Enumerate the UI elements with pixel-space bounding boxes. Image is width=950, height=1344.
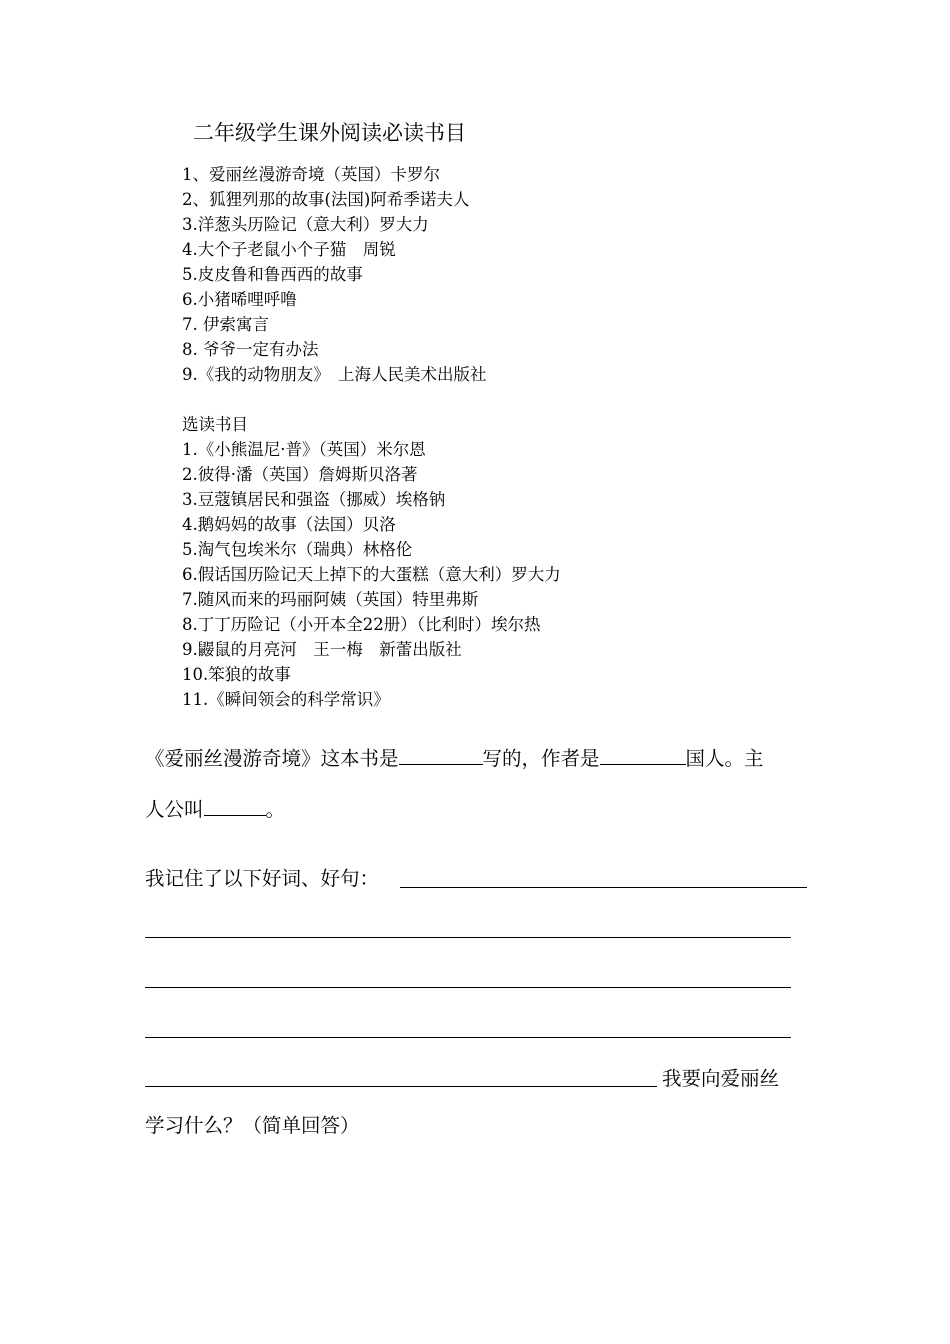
list-item: 3.豆蔻镇居民和强盗（挪威）埃格钠 — [182, 490, 446, 509]
required-book-list — [182, 162, 487, 387]
list-item: 6.假话国历险记天上掉下的大蛋糕（意大利）罗大力 — [182, 565, 561, 584]
list-item: 1、爱丽丝漫游奇境（英国）卡罗尔 — [182, 165, 440, 184]
question-1-line-2 — [145, 793, 285, 825]
list-item: 4.鹅妈妈的故事（法国）贝洛 — [182, 515, 396, 534]
question-1-text-b: 写的，作者是 — [482, 747, 600, 770]
list-item: 1.《小熊温尼·普》（英国）米尔恩 — [182, 440, 426, 459]
answer-line[interactable] — [145, 937, 791, 938]
nationality-blank[interactable] — [600, 742, 686, 765]
list-item: 3.洋葱头历险记（意大利）罗大力 — [182, 215, 429, 234]
optional-book-list — [182, 437, 561, 712]
protagonist-blank[interactable] — [204, 793, 266, 816]
question-1-text-c: 国人。主 — [685, 747, 764, 770]
question-1-text-a: 《爱丽丝漫游奇境》这本书是 — [145, 747, 399, 770]
answer-line[interactable] — [145, 987, 791, 988]
list-item: 2.彼得·潘（英国）詹姆斯贝洛著 — [182, 465, 418, 484]
answer-line[interactable] — [145, 1037, 791, 1038]
list-item: 4.大个子老鼠小个子猫 周锐 — [182, 240, 396, 259]
list-item: 8. 爷爷一定有办法 — [182, 340, 319, 359]
question-1-text-e: 。 — [265, 798, 286, 821]
optional-section-heading: 选读书目 — [182, 415, 248, 434]
list-item: 2、狐狸列那的故事(法国)阿希季诺夫人 — [182, 190, 470, 209]
question-1-line-1 — [145, 742, 764, 774]
question-2-label: 我记住了以下好词、好句： — [145, 867, 380, 890]
list-item: 5.皮皮鲁和鲁西西的故事 — [182, 265, 363, 284]
page-title: 二年级学生课外阅读必读书目 — [193, 121, 466, 145]
answer-line[interactable] — [145, 1086, 657, 1087]
list-item: 9.鼹鼠的月亮河 王一梅 新蕾出版社 — [182, 640, 462, 659]
question-1-text-d: 人公叫 — [145, 798, 204, 821]
question-3-text-b: 学习什么？（简单回答） — [145, 1114, 360, 1137]
writer-blank[interactable] — [399, 742, 483, 765]
list-item: 7. 伊索寓言 — [182, 315, 269, 334]
list-item: 6.小猪唏哩呼噜 — [182, 290, 297, 309]
list-item: 10.笨狼的故事 — [182, 665, 291, 684]
list-item: 8.丁丁历险记（小开本全22册）（比利时）埃尔热 — [182, 615, 541, 634]
list-item: 5.淘气包埃米尔（瑞典）林格伦 — [182, 540, 413, 559]
list-item: 9.《我的动物朋友》 上海人民美术出版社 — [182, 365, 487, 384]
question-3-text-a: 我要向爱丽丝 — [662, 1067, 780, 1090]
list-item: 11.《瞬间领会的科学常识》 — [182, 690, 390, 709]
answer-line[interactable] — [400, 887, 807, 888]
list-item: 7.随风而来的玛丽阿姨（英国）特里弗斯 — [182, 590, 479, 609]
